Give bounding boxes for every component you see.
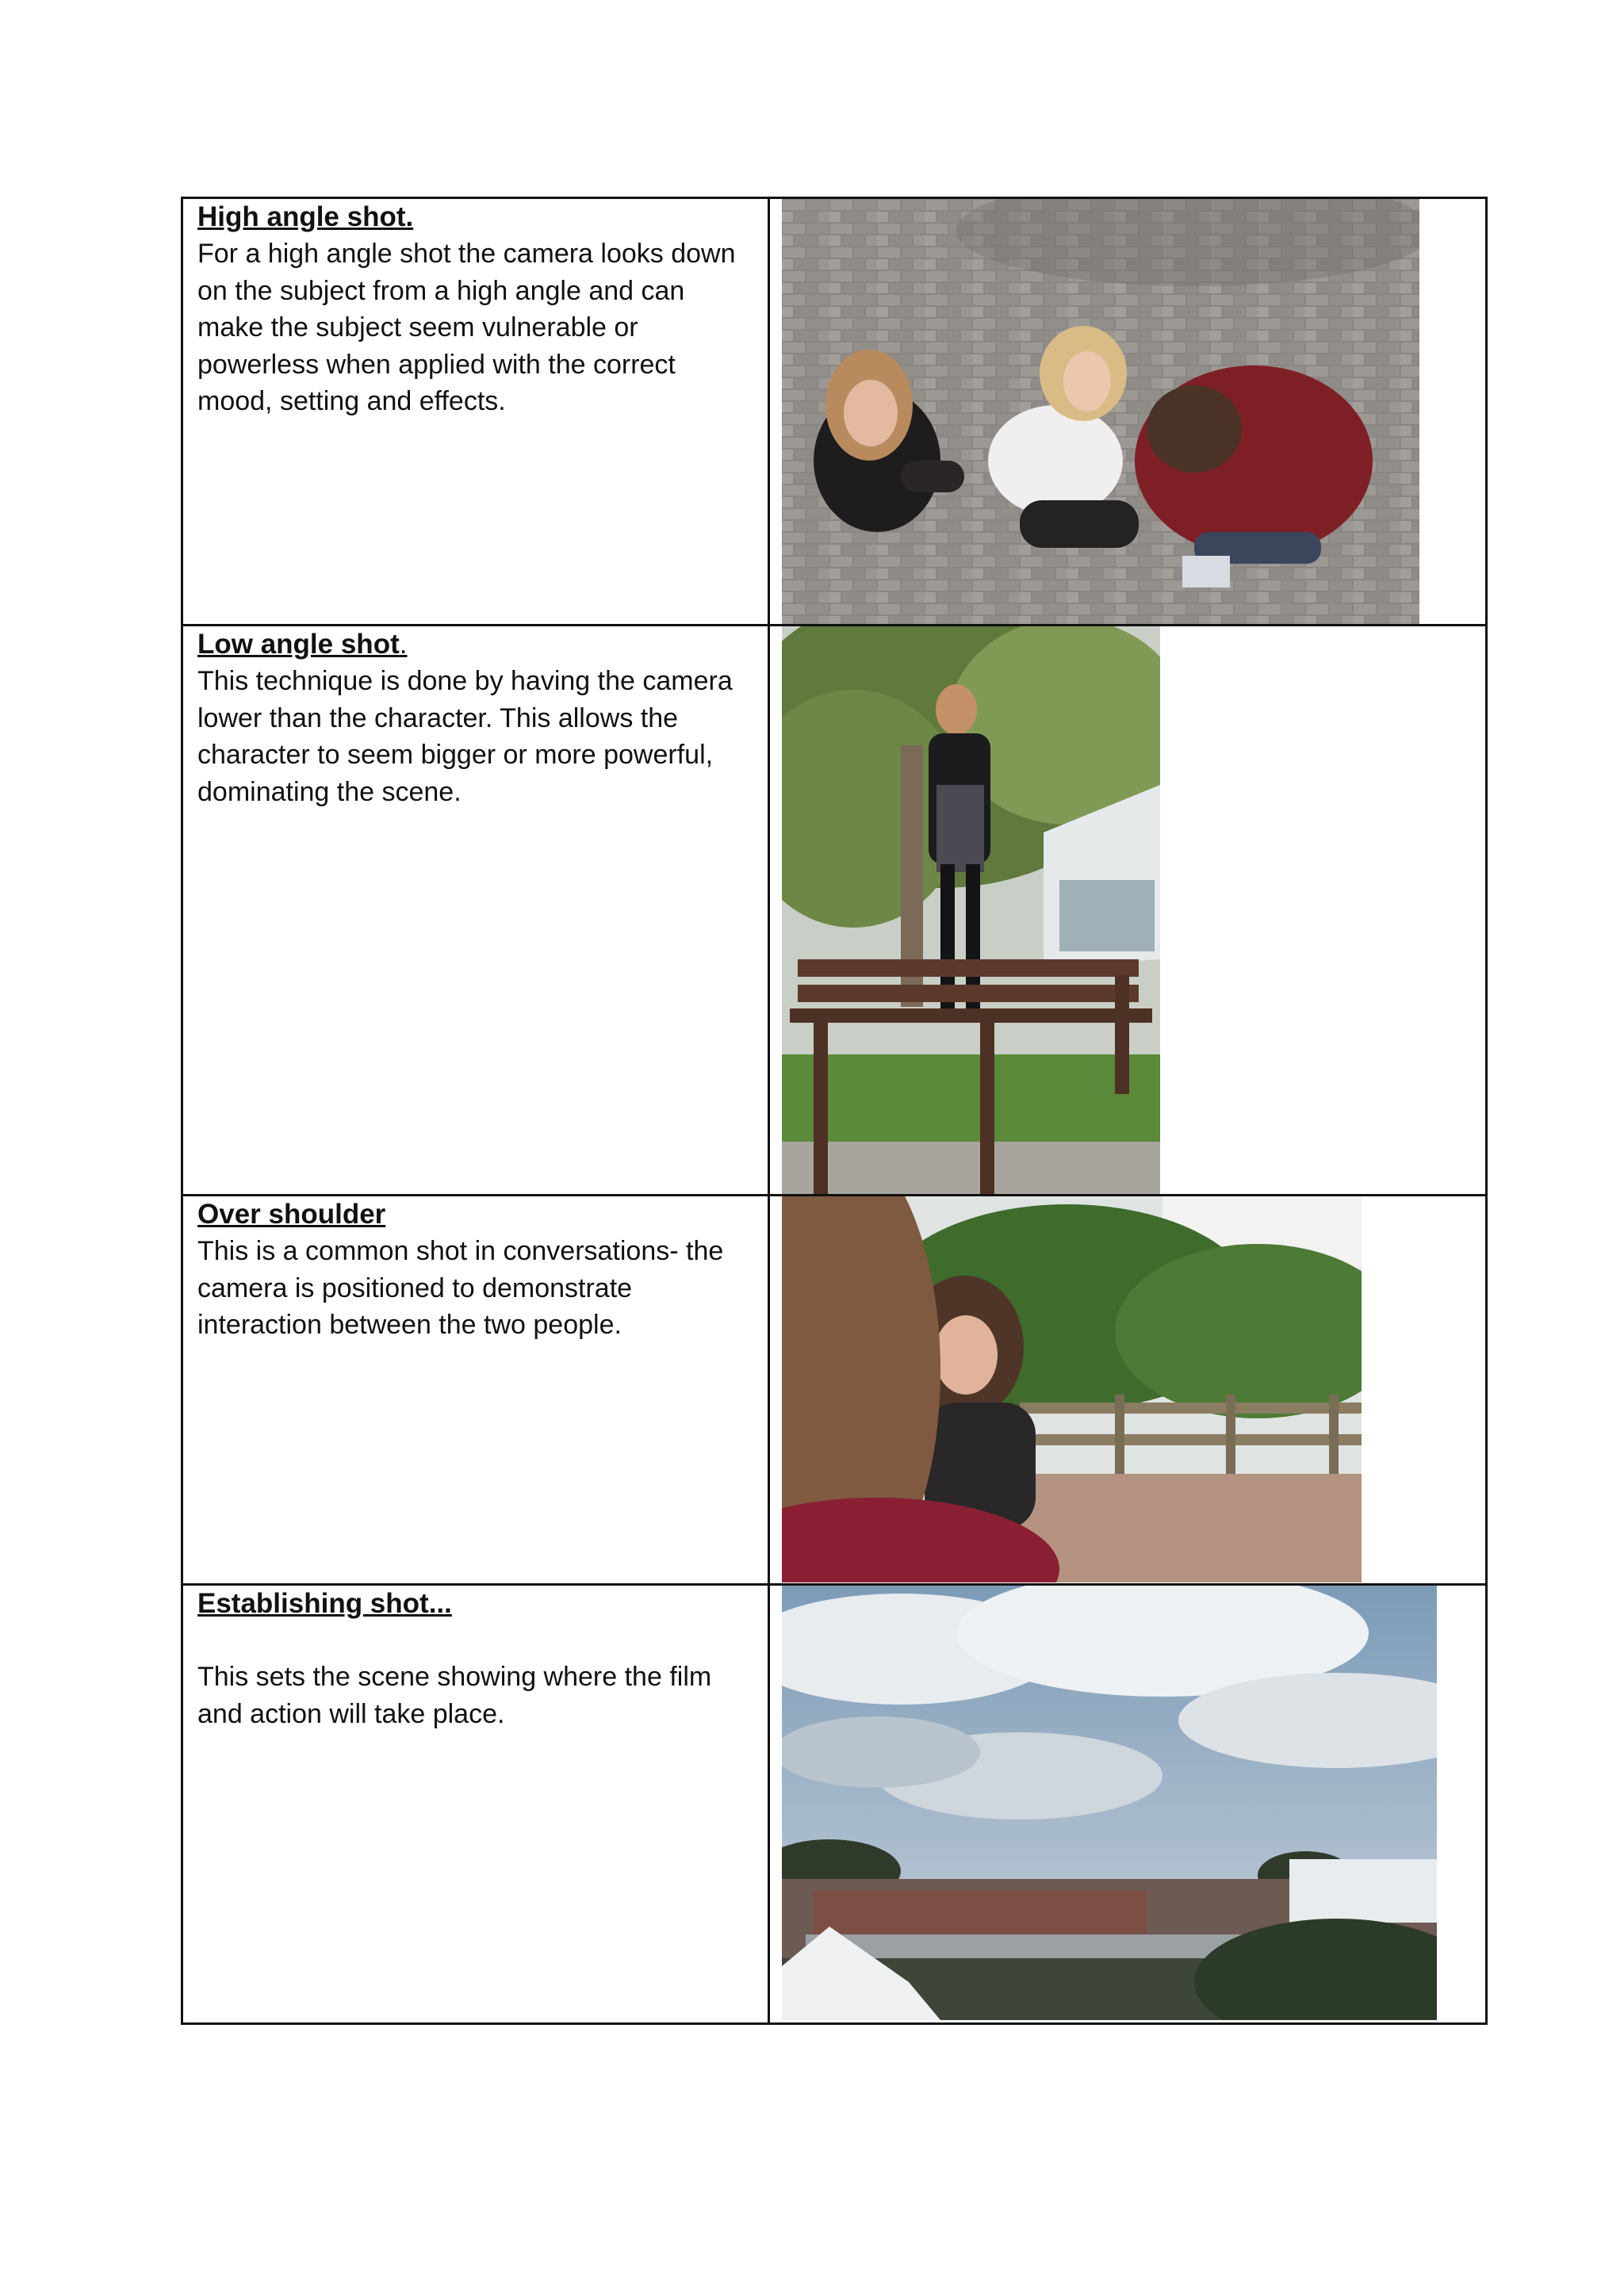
table-row: [182, 198, 1487, 626]
shot-description: This is a common shot in conversations- the camera is positioned to demonstrate interaction between the two people.: [197, 1236, 724, 1340]
shot-text-cell: [182, 1196, 769, 1585]
shot-heading: Low angle shot.: [197, 629, 408, 660]
shot-text-cell: [182, 1585, 769, 2024]
shot-text-cell: [182, 626, 769, 1196]
over-shoulder-photo: [782, 1196, 1362, 1582]
table-row: [182, 1585, 1487, 2024]
shot-description: For a high angle shot the camera looks down on the subject from a high angle and can make the subject seem vulnerable or powerless when applied with the correct mood, setting and effects.: [197, 239, 736, 416]
shot-text-cell: [182, 198, 769, 626]
high-angle-photo: [782, 199, 1419, 624]
shot-heading: Establishing shot...: [197, 1588, 452, 1619]
low-angle-photo: [782, 626, 1160, 1194]
shot-description: This sets the scene showing where the film and action will take place.: [197, 1662, 712, 1729]
shot-image-cell: [769, 1585, 1487, 2024]
table-row: [182, 626, 1487, 1196]
shot-heading: High angle shot.: [197, 201, 414, 232]
camera-shots-table: [181, 197, 1488, 2025]
establishing-photo: [782, 1586, 1437, 2020]
shot-image-cell: [769, 198, 1487, 626]
table-row: [182, 1196, 1487, 1585]
shot-heading: Over shoulder: [197, 1199, 386, 1230]
shot-image-cell: [769, 626, 1487, 1196]
shot-description: This technique is done by having the camera lower than the character. This allows the character to seem bigger or more powerful, dominating the scene.: [197, 666, 733, 807]
shot-image-cell: [769, 1196, 1487, 1585]
